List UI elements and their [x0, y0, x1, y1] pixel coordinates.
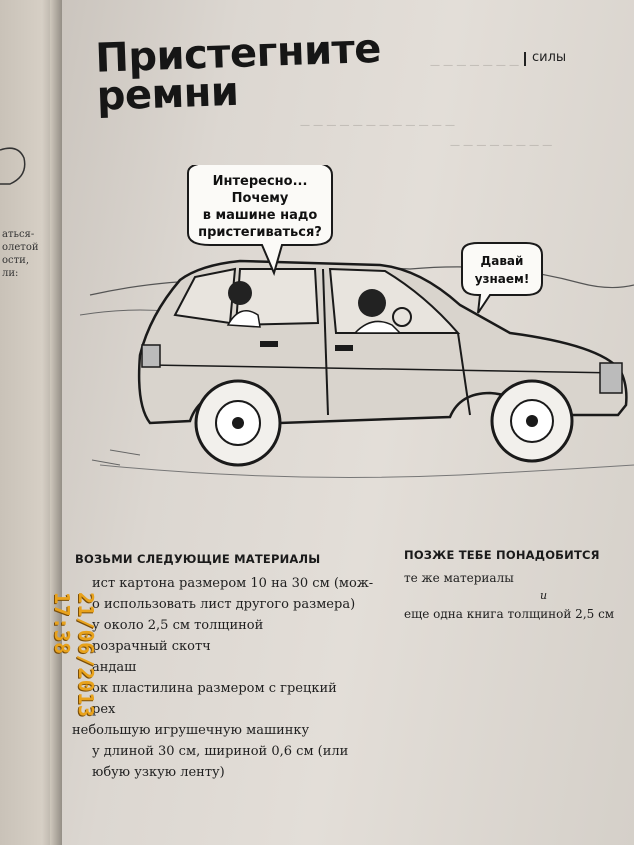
page-title: Пристегните ремни: [94, 25, 382, 120]
materials-list: [50, 573, 390, 783]
list-item: и: [540, 589, 548, 602]
later-heading: ПОЗЖЕ ТЕБЕ ПОНАДОБИТСЯ: [404, 548, 600, 562]
bleed-through: — — — — — — —: [430, 60, 520, 71]
left-page-text: ли:: [2, 268, 19, 279]
list-item: еще одна книга толщиной 2,5 см: [404, 607, 615, 621]
list-item: о использовать лист другого размера): [92, 597, 356, 612]
list-item: розрачный скотч: [92, 639, 211, 654]
left-page-text: ости,: [2, 255, 29, 266]
bubble-right-line: узнаем!: [474, 272, 530, 286]
later-list: [404, 569, 634, 623]
list-item: юбую узкую ленту): [92, 765, 225, 780]
bubble-left-line: пристегиваться?: [198, 225, 322, 240]
list-item: рех: [92, 702, 116, 717]
car-illustration: [80, 165, 634, 525]
left-page-drawing: [0, 140, 30, 190]
bubble-right-line: Давай: [480, 254, 524, 268]
list-item: у длиной 30 см, шириной 0,6 см (или: [92, 744, 349, 759]
bubble-left-line: Интересно...: [212, 174, 308, 189]
camera-timestamp: 21/06/2013 17:38: [50, 592, 98, 718]
section-tag: силы: [532, 50, 567, 65]
materials-heading: ВОЗЬМИ СЛЕДУЮЩИЕ МАТЕРИАЛЫ: [75, 552, 321, 566]
bleed-through: — — — — — — — — — — — —: [300, 120, 455, 131]
list-item: у около 2,5 см толщиной: [92, 618, 264, 633]
bleed-through: — — — — — — — —: [450, 140, 553, 151]
bubble-left-line: в машине надо: [202, 208, 318, 223]
left-page-text: олетой: [2, 242, 39, 253]
bubble-left-line: Почему: [231, 191, 289, 206]
list-item: небольшую игрушечную машинку: [72, 723, 310, 738]
list-item: ист картона размером 10 на 30 см (мож-: [92, 576, 374, 591]
left-page-text: аться-: [2, 229, 35, 240]
list-item: ок пластилина размером с грецкий: [92, 681, 337, 696]
list-item: андаш: [92, 660, 137, 675]
list-item: те же материалы: [404, 571, 514, 585]
